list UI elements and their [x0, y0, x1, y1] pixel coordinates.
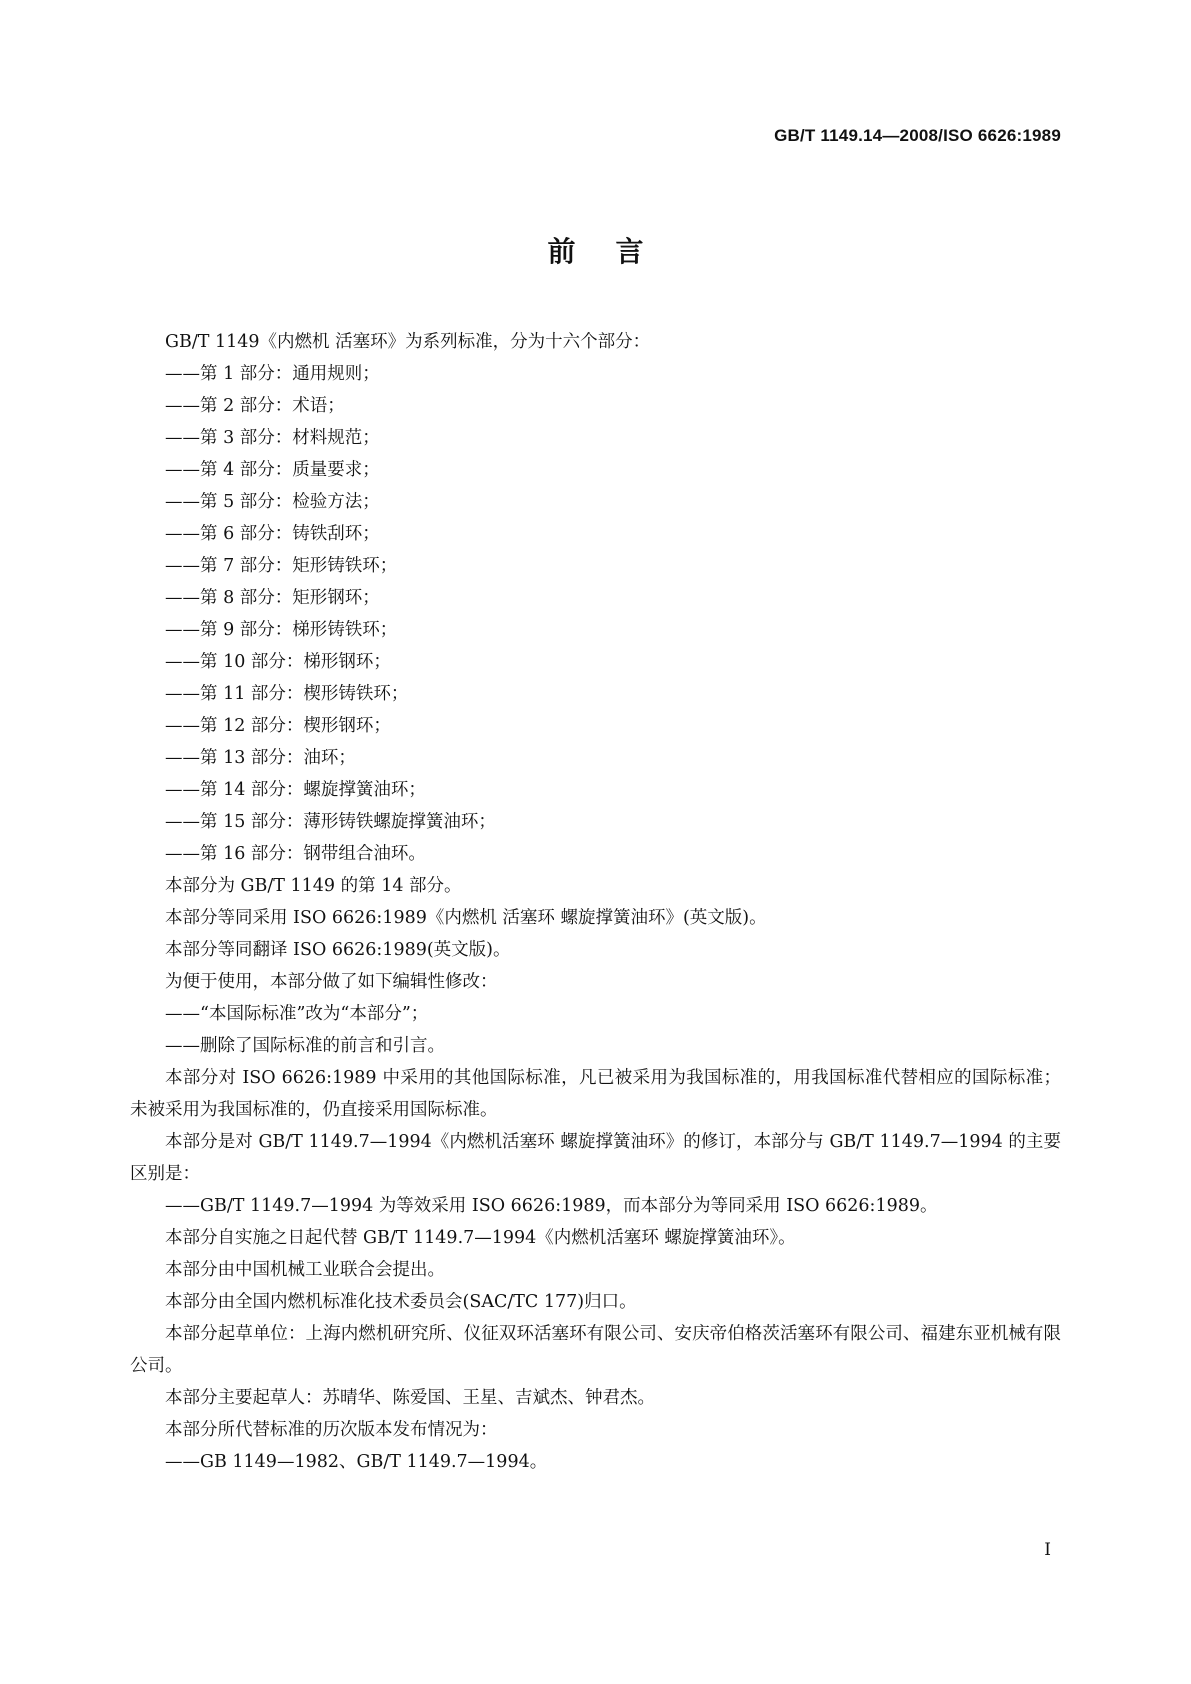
- list-item-part-15: ——第 15 部分：薄形铸铁螺旋撑簧油环；: [165, 812, 496, 832]
- list-item-part-9: ——第 9 部分：梯形铸铁环；: [165, 620, 398, 640]
- paragraph-referenced-standards: 本部分对 ISO 6626:1989 中采用的其他国际标准，凡已被采用为我国标准的，用我国标准代替相应的国际标准；未被采用为我国标准的，仍直接采用国际标准。: [130, 1068, 1061, 1120]
- list-item-part-5: ——第 5 部分：检验方法；: [165, 492, 380, 512]
- paragraph-previous-editions-intro: 本部分所代替标准的历次版本发布情况为：: [165, 1420, 498, 1440]
- list-item-part-11: ——第 11 部分：楔形铸铁环；: [165, 684, 409, 704]
- list-item-part-6: ——第 6 部分：铸铁刮环；: [165, 524, 380, 544]
- paragraph-part-statement: 本部分为 GB/T 1149 的第 14 部分。: [165, 876, 462, 896]
- paragraph-revision: 本部分是对 GB/T 1149.7—1994《内燃机活塞环 螺旋撑簧油环》的修订，本部分与 GB/T 1149.7—1994 的主要区别是：: [130, 1132, 1061, 1184]
- list-item-previous-editions: ——GB 1149—1982、GB/T 1149.7—1994。: [165, 1452, 548, 1472]
- paragraph-translation: 本部分等同翻译 ISO 6626:1989(英文版)。: [165, 940, 511, 960]
- standard-code-header: GB/T 1149.14—2008/ISO 6626:1989: [774, 126, 1061, 145]
- list-item-part-3: ——第 3 部分：材料规范；: [165, 428, 380, 448]
- paragraph-technical-committee: 本部分由全国内燃机标准化技术委员会(SAC/TC 177)归口。: [165, 1292, 637, 1312]
- paragraph-drafting-units: 本部分起草单位：上海内燃机研究所、仪征双环活塞环有限公司、安庆帝伯格茨活塞环有限公司、福建东亚机械有限公司。: [130, 1324, 1061, 1376]
- list-item-part-12: ——第 12 部分：楔形钢环；: [165, 716, 391, 736]
- list-item-part-2: ——第 2 部分：术语；: [165, 396, 345, 416]
- foreword-body: [130, 326, 1061, 1478]
- list-item-part-4: ——第 4 部分：质量要求；: [165, 460, 380, 480]
- paragraph-adoption: 本部分等同采用 ISO 6626:1989《内燃机 活塞环 螺旋撑簧油环》(英文版)。: [165, 908, 767, 928]
- list-item-editorial-1: ——“本国际标准”改为“本部分”；: [165, 1004, 429, 1024]
- page-number: I: [1044, 1540, 1051, 1560]
- paragraph-drafters: 本部分主要起草人：苏晴华、陈爱国、王星、吉斌杰、钟君杰。: [165, 1388, 655, 1408]
- paragraph-proposer: 本部分由中国机械工业联合会提出。: [165, 1260, 445, 1280]
- list-item-part-7: ——第 7 部分：矩形铸铁环；: [165, 556, 398, 576]
- paragraph-replacement: 本部分自实施之日起代替 GB/T 1149.7—1994《内燃机活塞环 螺旋撑簧油环》。: [165, 1228, 796, 1248]
- list-item-part-14: ——第 14 部分：螺旋撑簧油环；: [165, 780, 426, 800]
- list-item-revision-difference: ——GB/T 1149.7—1994 为等效采用 ISO 6626:1989，而本部分为等同采用 ISO 6626:1989。: [165, 1196, 938, 1216]
- list-item-part-13: ——第 13 部分：油环；: [165, 748, 356, 768]
- list-item-editorial-2: ——删除了国际标准的前言和引言。: [165, 1036, 445, 1056]
- page-title: 前言: [547, 235, 684, 268]
- list-item-part-8: ——第 8 部分：矩形钢环；: [165, 588, 380, 608]
- list-item-part-1: ——第 1 部分：通用规则；: [165, 364, 380, 384]
- list-item-part-16: ——第 16 部分：钢带组合油环。: [165, 844, 426, 864]
- paragraph-editorial-intro: 为便于使用，本部分做了如下编辑性修改：: [165, 972, 498, 992]
- list-item-part-10: ——第 10 部分：梯形钢环；: [165, 652, 391, 672]
- paragraph-series-intro: GB/T 1149《内燃机 活塞环》为系列标准，分为十六个部分：: [165, 332, 651, 352]
